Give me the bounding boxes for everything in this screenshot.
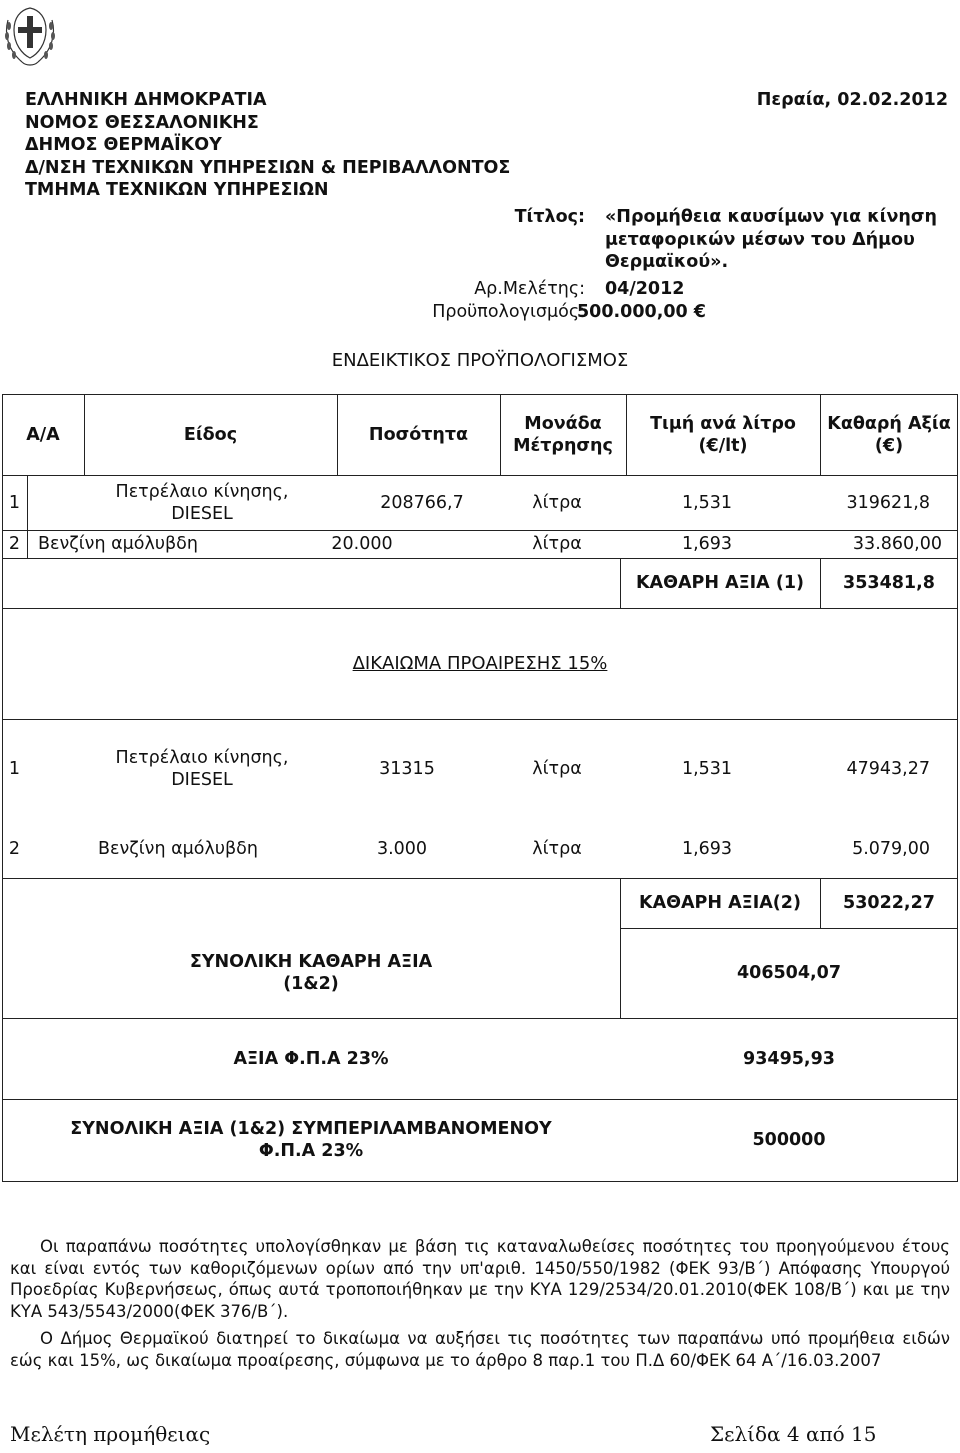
org-line: ΤΜΗΜΑ ΤΕΧΝΙΚΩΝ ΥΠΗΡΕΣΙΩΝ	[25, 180, 329, 200]
budget-label: Προϋπολογισμός:	[432, 302, 585, 322]
budget-value: 500.000,00 €	[577, 302, 706, 322]
budget-heading: ΕΝΔΕΙΚΤΙΚΟΣ ΠΡΟΫΠΟΛΟΓΙΣΜΟΣ	[331, 350, 629, 371]
footer-left: Μελέτη προμήθειας	[10, 1422, 211, 1446]
place-date: Περαία, 02.02.2012	[756, 90, 948, 110]
subtotal-2-value: 53022,27	[843, 893, 935, 913]
column-header-quantity: Ποσότητα	[368, 424, 469, 445]
study-number-label: Αρ.Μελέτης:	[474, 279, 585, 299]
title-value: «Προμήθεια καυσίμων για κίνηση μεταφορικών μέσων του Δήμου Θερμαϊκού».	[605, 207, 937, 272]
option-heading: ΔΙΚΑΙΩΜΑ ΠΡΟΑΙΡΕΣΗΣ 15%	[352, 652, 608, 674]
total-net-value: 406504,07	[736, 963, 842, 983]
note-paragraph: Ο Δήμος Θερμαϊκού διατηρεί το δικαίωμα να αυξήσει τις ποσότητες των παραπάνω υπό προμήθεια ειδών εώς και 15%, ως δικαίωμα προαίρεσης, σύμφωνα με το άρθρο 8 παρ.1 του Π.Δ 60/ΦΕΚ 64 Α΄/16.03.2007	[10, 1329, 950, 1370]
subtotal-1-value: 353481,8	[843, 573, 935, 593]
org-line: Δ/ΝΣΗ ΤΕΧΝΙΚΩΝ ΥΠΗΡΕΣΙΩΝ & ΠΕΡΙΒΑΛΛΟΝΤΟΣ	[25, 157, 511, 178]
column-header-item: Είδος	[183, 424, 238, 445]
vat-value: 93495,93	[743, 1048, 835, 1069]
grand-total-label: ΣΥΝΟΛΙΚΗ ΑΞΙΑ (1&2) ΣΥΜΠΕΡΙΛΑΜΒΑΝΟΜΕΝΟΥ Φ.Π.Α 23%	[70, 1119, 552, 1161]
title-label: Τίτλος:	[514, 207, 585, 227]
subtotal-2-label: ΚΑΘΑΡΗ ΑΞΙΑ(2)	[639, 893, 801, 913]
grand-total-value: 500000	[752, 1130, 826, 1150]
subtotal-1-label: ΚΑΘΑΡΗ ΑΞΙΑ (1)	[635, 573, 804, 593]
budget-table: Α/Α Είδος Ποσότητα Μονάδα Μέτρησης Τιμή ανά λίτρο (€/lt) Καθαρή Αξία (€) 1 Πετρέλαιο κίνησης, DIESEL 208766,7 λίτρα 1,531 319621,8 2 Βενζίνη αμόλυβδη 20.000 λίτρα 1,693 33.860,00 ΚΑΘΑΡΗ ΑΞΙΑ (1) 353481,8 ΔΙΚΑΙΩΜΑ ΠΡΟΑΙΡΕΣΗΣ 15% 1 Πετρέλαιο κίνησης, DIESEL 31315 λίτρα 1,531 47943,27 2 Βενζίνη αμόλυβδη 3.000 λίτρα 1,693 5.079,00 ΚΑΘΑΡΗ ΑΞΙΑ(2) 53022,27 ΣΥΝΟΛΙΚΗ ΚΑΘΑΡΗ ΑΞΙΑ (1&2) 406504,07 ΑΞΙΑ Φ.Π.Α 23% 93495,93 ΣΥΝΟΛΙΚΗ ΑΞΙΑ (1&2) ΣΥΜΠΕΡΙΛΑΜΒΑΝΟΜΕΝΟΥ Φ.Π.Α 23% 500000	[2, 394, 958, 1182]
org-line: ΕΛΛΗΝΙΚΗ ΔΗΜΟΚΡΑΤΙΑ	[25, 90, 267, 110]
org-line: ΔΗΜΟΣ ΘΕΡΜΑΪΚΟΥ	[25, 135, 222, 155]
column-header-net-value: Καθαρή Αξία (€)	[827, 413, 951, 456]
footer-right: Σελίδα 4 από 15	[710, 1422, 877, 1446]
org-line: ΝΟΜΟΣ ΘΕΣΣΑΛΟΝΙΚΗΣ	[25, 112, 259, 133]
total-net-label: ΣΥΝΟΛΙΚΗ ΚΑΘΑΡΗ ΑΞΙΑ (1&2)	[189, 952, 433, 994]
study-number-value: 04/2012	[605, 279, 685, 299]
column-header-price: Τιμή ανά λίτρο (€/lt)	[650, 413, 796, 456]
organization-block	[25, 89, 510, 202]
column-header-unit: Μονάδα Μέτρησης	[513, 413, 613, 456]
column-header-aa: Α/Α	[26, 424, 60, 445]
coat-of-arms-emblem	[0, 0, 60, 70]
note-paragraph: Οι παραπάνω ποσότητες υπολογίσθηκαν με βάση τις καταναλωθείσες ποσότητες του προηγούμενου έτους και είναι εντός των καθοριζόμενων ορίων από την υπ'αριθ. 1450/550/1982 (ΦΕΚ 93/Β΄) Απόφασης Υπουργού Προεδρίας Κυβερνήσεως, όπως αυτά τροποποιήθηκαν με την ΚΥΑ 129/2534/20.01.2010(ΦΕΚ 108/Β΄) και με την ΚΥΑ 543/5543/2000(ΦΕΚ 376/Β΄).	[10, 1237, 950, 1321]
vat-label: ΑΞΙΑ Φ.Π.Α 23%	[233, 1048, 389, 1069]
